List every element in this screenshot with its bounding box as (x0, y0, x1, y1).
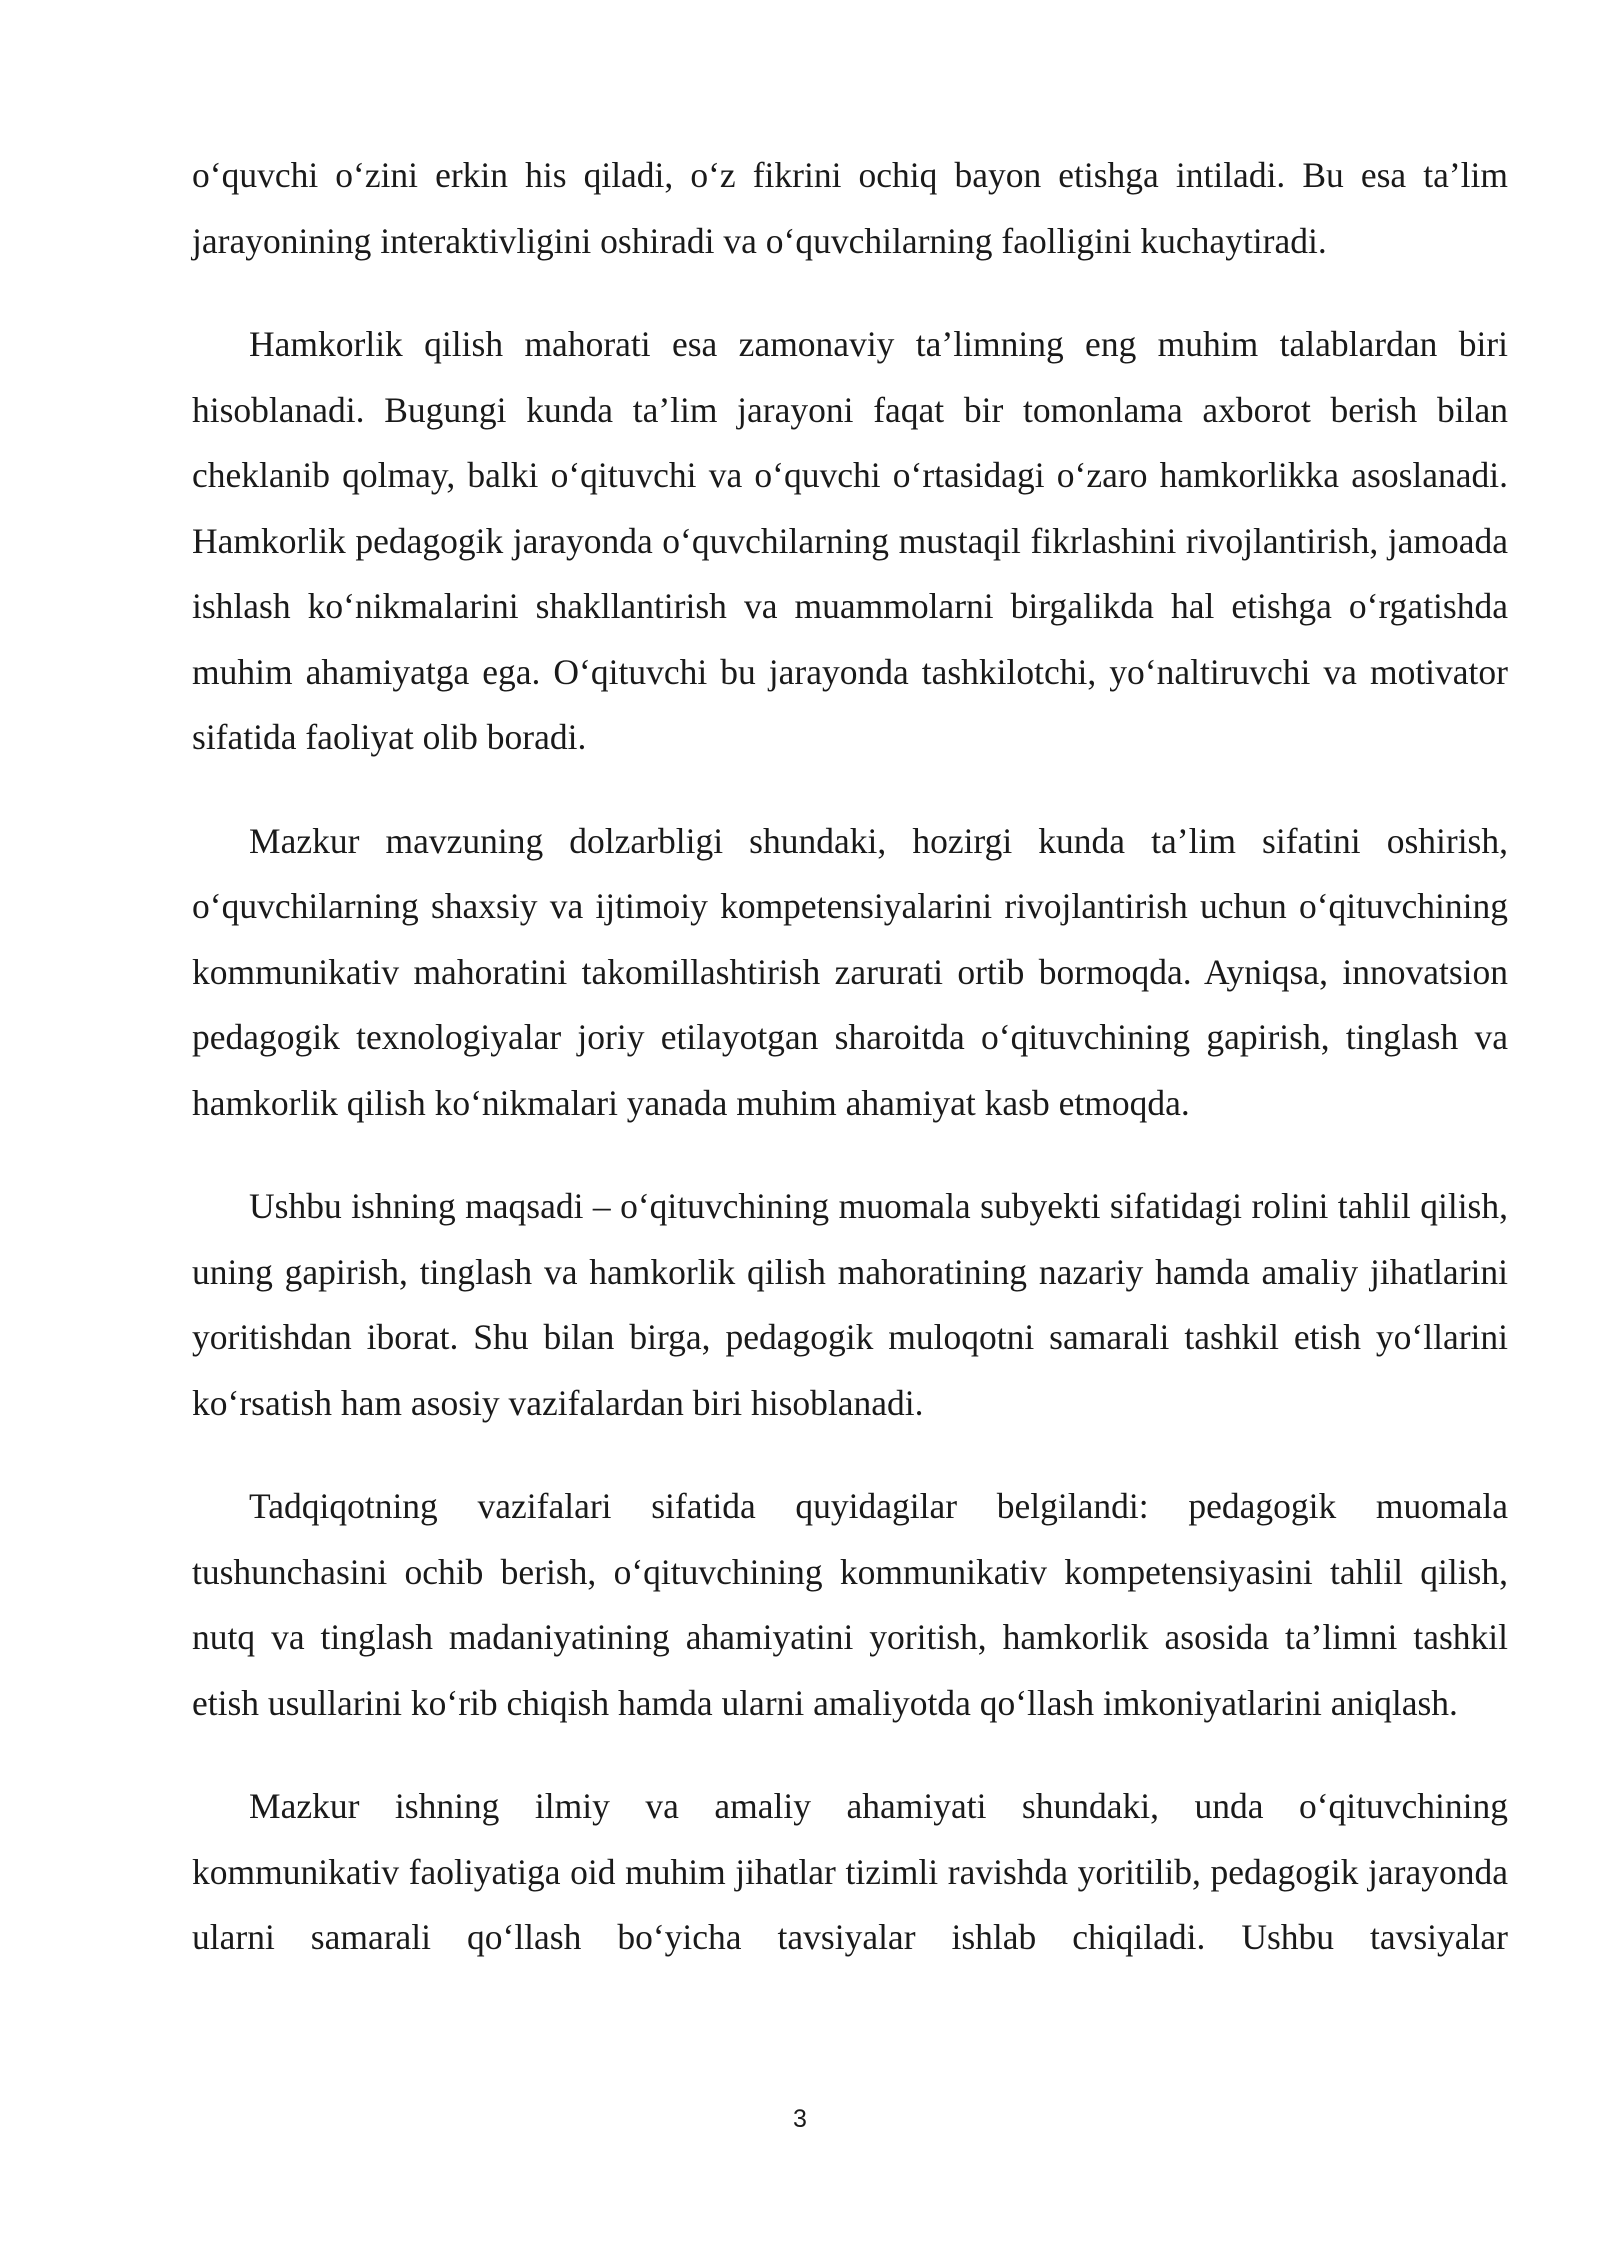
paragraph-3: Mazkur mavzuning dolzarbligi shundaki, hozirgi kunda ta’lim sifatini oshirish, o‘quvchilarning shaxsiy va ijtimoiy kompetensiyalarini rivojlantirish uchun o‘qituvchining kommunikativ mahoratini takomillashtirish zarurati ortib bormoqda. Ayniqsa, innovatsion pedagogik texnologiyalar joriy etilayotgan sharoitda o‘qituvchining gapirish, tinglash va hamkorlik qilish ko‘nikmalari yanada muhim ahamiyat kasb etmoqda. (192, 820, 1508, 1123)
paragraph-5: Tadqiqotning vazifalari sifatida quyidagilar belgilandi: pedagogik muomala tushunchasini ochib berish, o‘qituvchining kommunikativ kompetensiyasini tahlil qilish, nutq va tinglash madaniyatining ahamiyatini yoritish, hamkorlik asosida ta’limni tashkil etish usullarini ko‘rib chiqish hamda ularni amaliyotda qo‘llash imkoniyatlarini aniqlash. (192, 1486, 1508, 1723)
paragraph-4: Ushbu ishning maqsadi – o‘qituvchining muomala subyekti sifatidagi rolini tahlil qilish, uning gapirish, tinglash va hamkorlik qilish mahoratining nazariy hamda amaliy jihatlarini yoritishdan iborat. Shu bilan birga, pedagogik muloqotni samarali tashkil etish yo‘llarini ko‘rsatish ham asosiy vazifalardan biri hisoblanadi. (192, 1186, 1508, 1423)
paragraph-1: o‘quvchi o‘zini erkin his qiladi, o‘z fikrini ochiq bayon etishga intiladi. Bu esa ta’lim jarayonining interaktivligini oshiradi va o‘quvchilarning faolligini kuchaytiradi. (192, 155, 1508, 261)
paragraph-6: Mazkur ishning ilmiy va amaliy ahamiyati shundaki, unda o‘qituvchining kommunikativ faoliyatiga oid muhim jihatlar tizimli ravishda yoritilib, pedagogik jarayonda ularni samarali qo‘llash bo‘yicha tavsiyalar ishlab chiqiladi. Ushbu tavsiyalar (192, 1786, 1508, 1957)
paragraph-2: Hamkorlik qilish mahorati esa zamonaviy ta’limning eng muhim talablardan biri hisoblanadi. Bugungi kunda ta’lim jarayoni faqat bir tomonlama axborot berish bilan cheklanib qolmay, balki o‘qituvchi va o‘quvchi o‘rtasidagi o‘zaro hamkorlikka asoslanadi. Hamkorlik pedagogik jarayonda o‘quvchilarning mustaqil fikrlashini rivojlantirish, jamoada ishlash ko‘nikmalarini shakllantirish va muammolarni birgalikda hal etishga o‘rgatishda muhim ahamiyatga ega. O‘qituvchi bu jarayonda tashkilotchi, yo‘naltiruvchi va motivator sifatida faoliyat olib boradi. (192, 324, 1508, 757)
text-body (192, 143, 1508, 1971)
page-number: 3 (793, 2105, 807, 2133)
